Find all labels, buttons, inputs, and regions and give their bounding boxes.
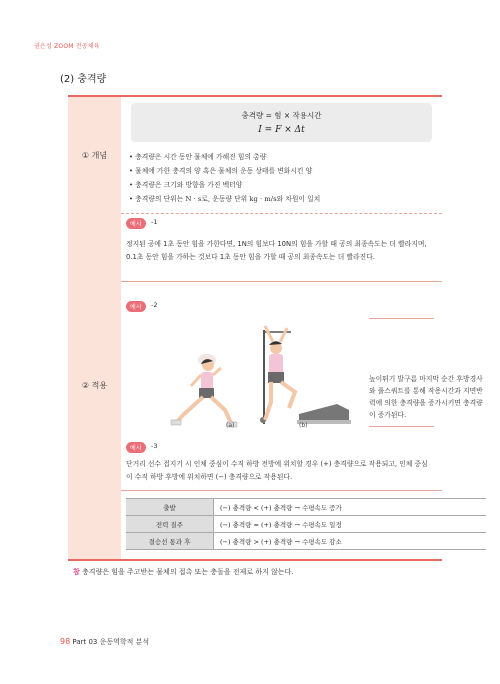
desc-cell: (−) 충격량 = (+) 충격량 → 수평속도 일정 bbox=[214, 516, 487, 533]
example3-text: 단거리 선수 접지기 시 인체 중심이 수직 하방 전방에 위치할 경우 (+) 충격량으로 작용되고, 인체 중심이 수직 하방 후방에 위치하면 (−) 충격량으로 작용된다. bbox=[126, 460, 428, 481]
example-badge: 예시 bbox=[126, 442, 146, 453]
figure-caption-a: (a) bbox=[226, 422, 235, 429]
desc-cell: (−) 충격량 > (+) 충격량 → 수평속도 감소 bbox=[214, 533, 487, 550]
header-brand: 권은성 ZOOM 전공체육 bbox=[34, 43, 100, 50]
footer-part: Part 03 운동역학적 분석 bbox=[72, 638, 150, 646]
sprint-impulse-table bbox=[126, 498, 486, 550]
phase-cell: 전력 질주 bbox=[126, 516, 214, 533]
reference-mark-icon: 참 bbox=[73, 568, 80, 576]
phase-cell: 출발 bbox=[126, 499, 214, 516]
divider bbox=[121, 490, 442, 491]
example2-text: 높이뛰기 발구름 마지막 순간 후방경사와 풀스쿼트를 통해 작용시간과 지면반력에 의한 충격량을 증가시키면 충격량이 증가된다. bbox=[369, 375, 483, 419]
example-suffix: -2 bbox=[151, 301, 158, 309]
example1-text: 정지된 공에 1초 동안 힘을 가한다면, 1N의 힘보다 10N의 힘을 가할 때 공의 최종속도는 더 빨라지며, 0.1초 동안 힘을 가하는 것보다 1초 동안 힘을 가할 때 공의 최종속도는 더 빨라진다. bbox=[126, 240, 427, 261]
formula-math: I = F × Δt bbox=[258, 125, 305, 135]
page-number: 98 bbox=[60, 637, 71, 646]
athlete-a bbox=[171, 354, 237, 427]
application-label: ② 적용 bbox=[68, 212, 121, 561]
example-suffix: -1 bbox=[151, 218, 158, 226]
application-content bbox=[121, 212, 483, 561]
content-table bbox=[68, 95, 483, 560]
figure-caption-b: (b) bbox=[299, 422, 308, 429]
concept-bullet: • 충격량은 시간 동안 물체에 가해진 힘의 총량 bbox=[129, 153, 267, 161]
section-title: (2) 충격량 bbox=[60, 74, 107, 85]
table-row bbox=[126, 533, 486, 550]
example-badge: 예시 bbox=[126, 218, 146, 229]
desc-cell: (−) 충격량 < (+) 충격량 → 수평속도 증가 bbox=[214, 499, 487, 516]
athlete-b bbox=[260, 326, 351, 424]
example-suffix: -3 bbox=[151, 442, 158, 450]
concept-bullet: • 충격량의 단위는 N · s로, 운동량 단위 kg · m/s와 차원이 일치 bbox=[129, 195, 321, 203]
high-jump-illustration bbox=[161, 320, 361, 432]
reference-note bbox=[73, 567, 294, 577]
concept-content bbox=[121, 95, 442, 214]
divider bbox=[369, 318, 434, 319]
note-text: 충격량은 힘을 주고받는 물체의 접촉 또는 충돌을 전제로 하지 않는다. bbox=[82, 568, 294, 576]
concept-bullet: • 물체에 가한 충격의 양 혹은 물체의 운동 상태를 변화시킨 양 bbox=[129, 167, 313, 175]
example-badge: 예시 bbox=[126, 301, 146, 312]
formula-text: 충격량 = 힘 × 작용시간 bbox=[241, 111, 322, 120]
concept-bullet: • 충격량은 크기와 방향을 가진 벡터양 bbox=[129, 181, 243, 189]
divider bbox=[121, 281, 442, 282]
divider bbox=[369, 426, 434, 427]
concept-label: ① 개념 bbox=[68, 95, 121, 214]
phase-cell: 결승선 통과 후 bbox=[126, 533, 214, 550]
page-footer bbox=[60, 637, 149, 647]
table-row bbox=[126, 516, 486, 533]
table-row bbox=[126, 499, 486, 516]
formula-box bbox=[131, 103, 432, 142]
